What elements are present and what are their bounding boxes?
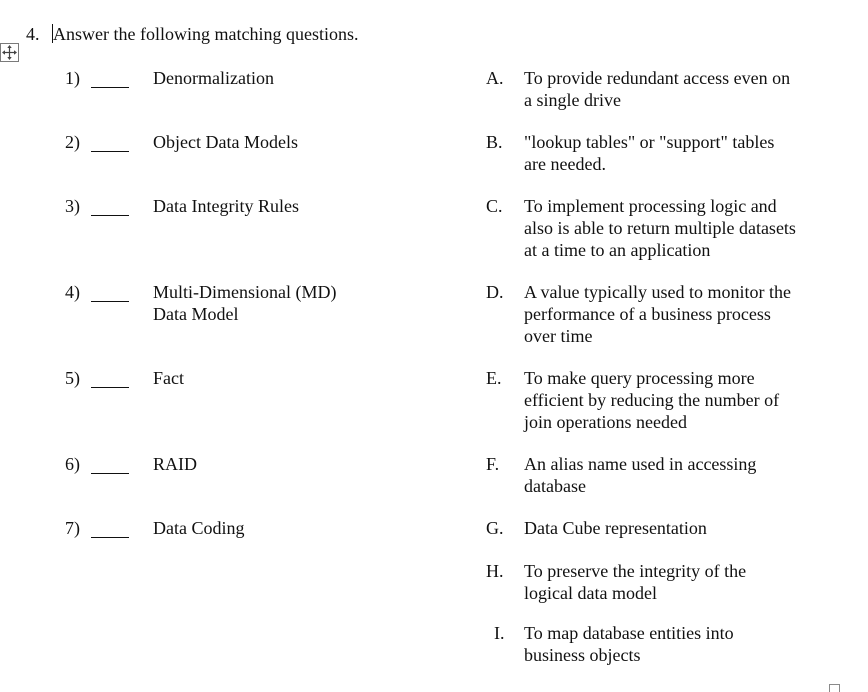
- term: Data Coding: [153, 518, 245, 538]
- option-text: are needed.: [524, 154, 606, 174]
- term: Data Integrity Rules: [153, 196, 299, 216]
- option-letter: B.: [486, 132, 503, 152]
- question-number: 4.: [26, 24, 40, 44]
- option-letter: A.: [486, 68, 504, 88]
- option-letter: C.: [486, 196, 503, 216]
- item-number: 7): [65, 518, 80, 538]
- term: Object Data Models: [153, 132, 298, 152]
- option-text: over time: [524, 326, 593, 346]
- answer-blank[interactable]: [91, 301, 129, 302]
- option-text: join operations needed: [524, 412, 687, 432]
- option-text: To make query processing more: [524, 368, 755, 388]
- answer-blank[interactable]: [91, 387, 129, 388]
- answer-blank[interactable]: [91, 215, 129, 216]
- question-text: Answer the following matching questions.: [53, 24, 359, 44]
- term: RAID: [153, 454, 197, 474]
- answer-blank[interactable]: [91, 87, 129, 88]
- term: Fact: [153, 368, 184, 388]
- item-number: 3): [65, 196, 80, 216]
- option-text: at a time to an application: [524, 240, 711, 260]
- option-letter: E.: [486, 368, 502, 388]
- option-text: A value typically used to monitor the: [524, 282, 791, 302]
- table-move-handle-icon[interactable]: [0, 43, 19, 62]
- option-text: efficient by reducing the number of: [524, 390, 780, 410]
- item-number: 6): [65, 454, 80, 474]
- option-text: Data Cube representation: [524, 518, 707, 538]
- option-letter: H.: [486, 561, 504, 581]
- option-text: business objects: [524, 645, 641, 665]
- option-text: An alias name used in accessing: [524, 454, 757, 474]
- option-text: also is able to return multiple datasets: [524, 218, 796, 238]
- option-letter: F.: [486, 454, 500, 474]
- option-text: database: [524, 476, 586, 496]
- option-text: "lookup tables" or "support" tables: [524, 132, 775, 152]
- item-number: 4): [65, 282, 80, 302]
- item-number: 5): [65, 368, 80, 388]
- term-continuation: Data Model: [153, 304, 239, 324]
- option-letter: D.: [486, 282, 504, 302]
- term: Denormalization: [153, 68, 274, 88]
- option-letter: G.: [486, 518, 504, 538]
- option-text: logical data model: [524, 583, 657, 603]
- term: Multi-Dimensional (MD): [153, 282, 337, 302]
- option-text: To implement processing logic and: [524, 196, 777, 216]
- answer-blank[interactable]: [91, 537, 129, 538]
- option-text: performance of a business process: [524, 304, 771, 324]
- option-letter: I.: [494, 623, 505, 643]
- option-text: To provide redundant access even on: [524, 68, 791, 88]
- answer-blank[interactable]: [91, 473, 129, 474]
- option-text: a single drive: [524, 90, 621, 110]
- resize-handle-icon[interactable]: [829, 684, 840, 692]
- answer-blank[interactable]: [91, 151, 129, 152]
- item-number: 2): [65, 132, 80, 152]
- item-number: 1): [65, 68, 80, 88]
- option-text: To preserve the integrity of the: [524, 561, 747, 581]
- option-text: To map database entities into: [524, 623, 734, 643]
- question-heading: [26, 23, 358, 45]
